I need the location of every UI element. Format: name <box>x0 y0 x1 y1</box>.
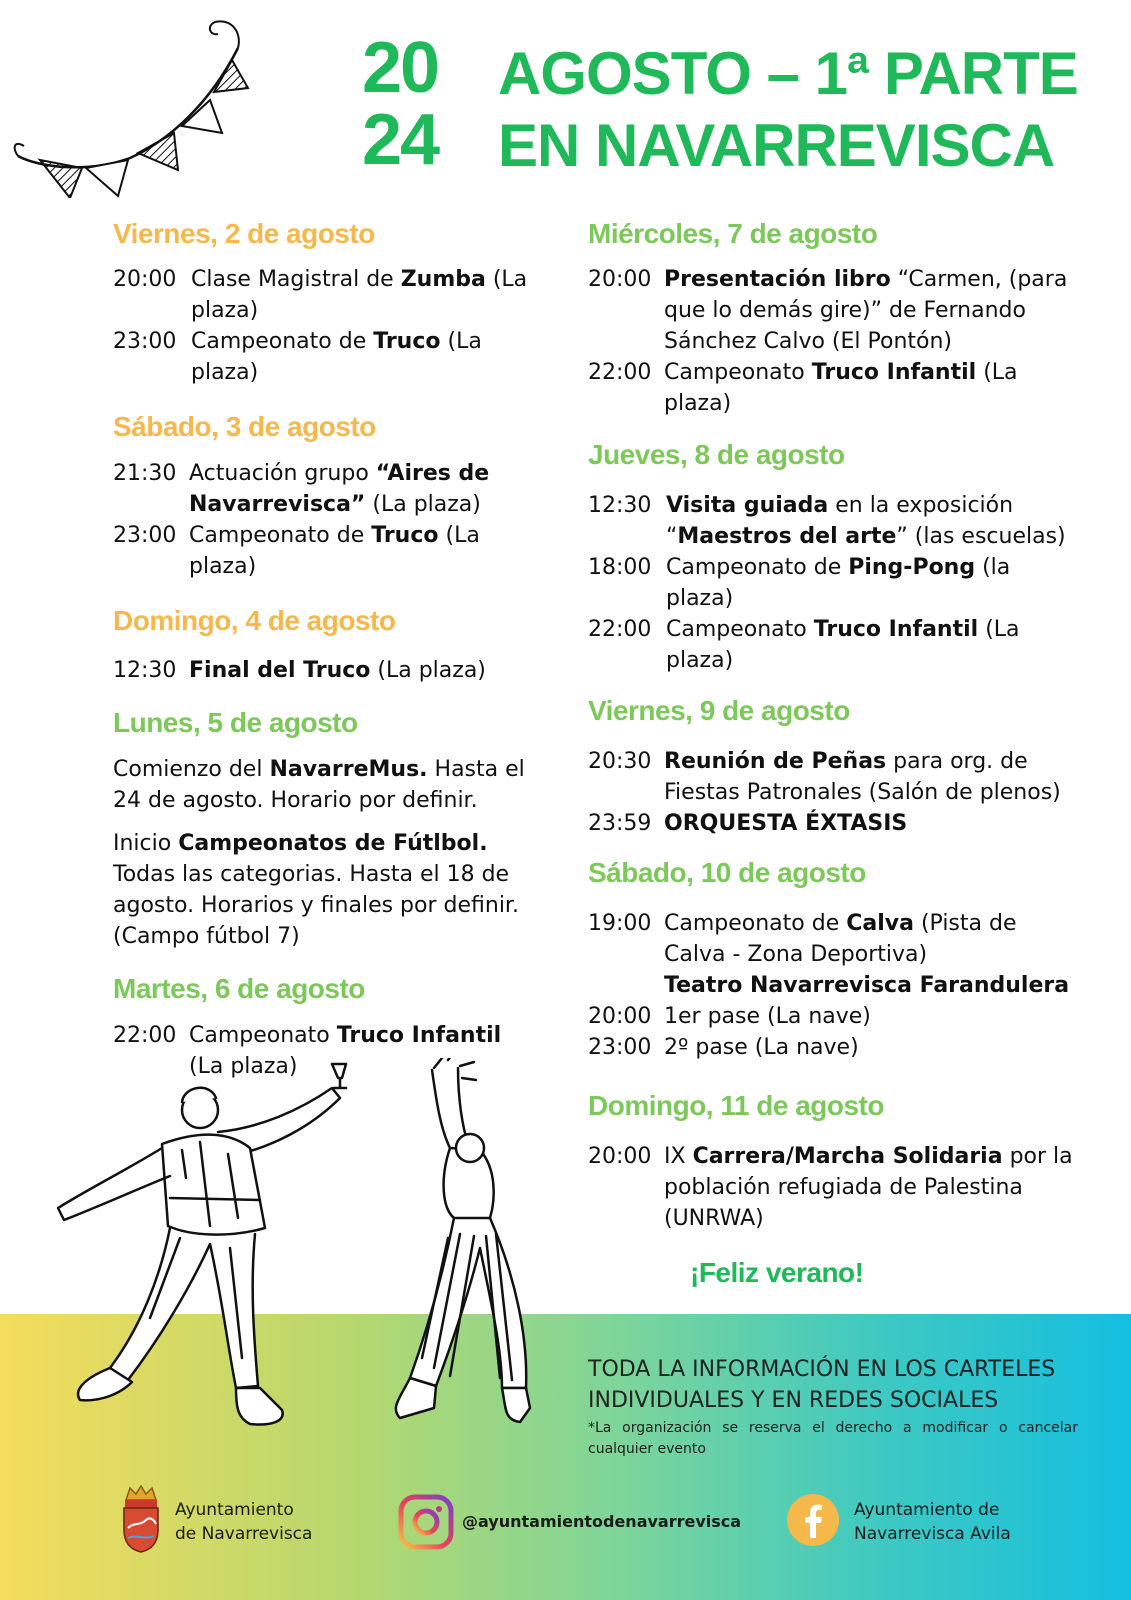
event-item <box>588 1141 1073 1234</box>
event-desc: Campeonato de Ping-Pong (la plaza) <box>666 555 1011 611</box>
event-desc: Final del Truco (La plaza) <box>189 658 486 683</box>
year-top: 20 <box>362 28 439 108</box>
ayuntamiento-line1: Ayuntamiento <box>175 1500 294 1520</box>
event-time: 22:00 <box>113 1023 177 1048</box>
instagram-icon[interactable] <box>398 1494 454 1550</box>
ayuntamiento-label <box>175 1498 312 1546</box>
event-desc: Teatro Navarrevisca Farandulera <box>664 973 1070 998</box>
event-desc: Presentación libro “Carmen, (para que lo demás gire)” de Fernando Sánchez Calvo (El Pontón) <box>664 267 1068 354</box>
day-heading-jueves-8: Jueves, 8 de agosto <box>588 439 845 470</box>
event-desc: Actuación grupo “Aires de Navarrevisca” (La plaza) <box>189 461 490 517</box>
event-time: 20:00 <box>588 1144 652 1169</box>
events-sabado-10 <box>588 908 1073 1063</box>
lunes-5-paragraph-1: Comienzo del NavarreMus. Hasta el 24 de agosto. Horario por definir. <box>113 757 525 813</box>
event-desc: Campeonato Truco Infantil (La plaza) <box>189 1023 502 1079</box>
event-time: 21:30 <box>113 461 177 486</box>
event-item <box>588 264 1073 357</box>
events-sabado-3 <box>113 458 543 582</box>
page-title <box>498 38 1078 182</box>
instagram-handle[interactable]: @ayuntamientodenavarrevisca <box>462 1512 742 1531</box>
event-desc: IX Carrera/Marcha Solidaria por la población refugiada de Palestina (UNRWA) <box>664 1144 1073 1231</box>
event-time: 12:30 <box>588 493 652 518</box>
facebook-label[interactable] <box>854 1498 1011 1546</box>
event-desc: 2º pase (La nave) <box>664 1035 859 1060</box>
event-item <box>588 746 1073 808</box>
coat-of-arms-icon <box>120 1482 162 1554</box>
event-desc: Visita guiada en la exposición “Maestros del arte” (las escuelas) <box>666 493 1066 549</box>
event-item <box>588 614 1073 676</box>
event-item <box>113 458 543 520</box>
disclaimer: *La organización se reserva el derecho a modificar o cancelar cualquier evento <box>588 1420 1078 1457</box>
event-desc: Campeonato de Truco (La plaza) <box>191 329 482 385</box>
event-item <box>113 264 543 326</box>
event-item <box>588 1001 1073 1032</box>
event-time: 23:00 <box>588 1035 652 1060</box>
event-item <box>113 326 543 388</box>
events-jueves-8 <box>588 490 1073 676</box>
event-time: 20:30 <box>588 749 652 774</box>
event-time: 22:00 <box>588 360 652 385</box>
event-desc: Campeonato Truco Infantil (La plaza) <box>666 617 1020 673</box>
event-desc: Reunión de Peñas para org. de Fiestas Patronales (Salón de plenos) <box>664 749 1061 805</box>
event-item <box>113 655 543 686</box>
event-time: 23:00 <box>113 329 177 354</box>
event-time: 20:00 <box>588 1004 652 1029</box>
events-viernes-2 <box>113 264 543 388</box>
event-desc: Clase Magistral de Zumba (La plaza) <box>191 267 528 323</box>
facebook-icon[interactable] <box>785 1492 841 1548</box>
title-line1: AGOSTO – 1ª PARTE <box>498 40 1078 107</box>
day-heading-viernes-9: Viernes, 9 de agosto <box>588 695 850 726</box>
day-heading-sabado-10: Sábado, 10 de agosto <box>588 857 866 888</box>
info-text: TODA LA INFORMACIÓN EN LOS CARTELES INDIVIDUALES Y EN REDES SOCIALES <box>588 1357 1056 1413</box>
event-time: 19:00 <box>588 911 652 936</box>
event-item <box>588 357 1073 419</box>
title-line2: EN NAVARREVISCA <box>498 112 1055 179</box>
event-time: 22:00 <box>588 617 652 642</box>
day-heading-miercoles-7: Miércoles, 7 de agosto <box>588 218 878 249</box>
events-domingo-4 <box>113 655 543 686</box>
events-viernes-9 <box>588 746 1073 839</box>
event-desc: ORQUESTA ÉXTASIS <box>664 811 908 836</box>
dancer-illustrations-icon <box>50 1058 550 1478</box>
event-time: 23:59 <box>588 811 652 836</box>
day-heading-sabado-3: Sábado, 3 de agosto <box>113 411 376 442</box>
event-desc: Campeonato de Calva (Pista de Calva - Zona Deportiva) <box>664 911 1017 967</box>
year <box>362 28 462 180</box>
facebook-line2: Navarrevisca Avila <box>854 1524 1011 1544</box>
event-time: 23:00 <box>113 523 177 548</box>
day-heading-martes-6: Martes, 6 de agosto <box>113 973 365 1004</box>
event-time: 12:30 <box>113 658 177 683</box>
facebook-line1: Ayuntamiento de <box>854 1500 1000 1520</box>
ayuntamiento-line2: de Navarrevisca <box>175 1524 313 1544</box>
year-bottom: 24 <box>362 100 439 180</box>
event-time: 20:00 <box>588 267 652 292</box>
event-item <box>588 808 1073 839</box>
day-heading-lunes-5: Lunes, 5 de agosto <box>113 707 358 738</box>
day-heading-domingo-4: Domingo, 4 de agosto <box>113 605 396 636</box>
events-domingo-11 <box>588 1141 1073 1234</box>
lunes-5-paragraph-2: Inicio Campeonatos de Fútlbol. Todas las categorias. Hasta el 18 de agosto. Horarios y finales por definir. (Campo fútbol 7) <box>113 831 519 949</box>
event-item <box>588 490 1073 552</box>
event-item <box>588 908 1073 970</box>
event-time: 18:00 <box>588 555 652 580</box>
event-item <box>588 1032 1073 1063</box>
bunting-garland-icon <box>10 8 255 198</box>
day-heading-viernes-2: Viernes, 2 de agosto <box>113 218 375 249</box>
event-item <box>588 552 1073 614</box>
events-miercoles-7 <box>588 264 1073 419</box>
feliz-verano: ¡Feliz verano! <box>690 1257 864 1288</box>
day-heading-domingo-11: Domingo, 11 de agosto <box>588 1090 884 1121</box>
event-desc: 1er pase (La nave) <box>664 1004 871 1029</box>
event-item <box>588 970 1073 1001</box>
event-desc: Campeonato de Truco (La plaza) <box>189 523 480 579</box>
event-desc: Campeonato Truco Infantil (La plaza) <box>664 360 1018 416</box>
event-time: 20:00 <box>113 267 177 292</box>
event-item <box>113 520 543 582</box>
